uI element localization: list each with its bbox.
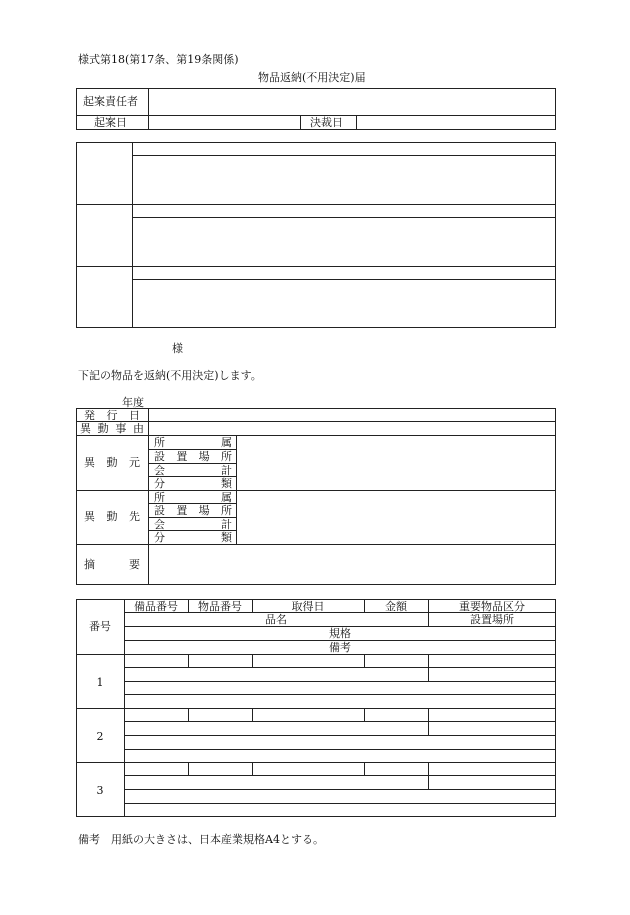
spec-header: 規格 (329, 627, 351, 640)
remarks-header: 備考 (329, 641, 351, 654)
footer-note: 備考 用紙の大きさは、日本産業規格A4とする。 (78, 833, 324, 846)
dest-affiliation-label: 所 属 (154, 491, 232, 504)
dest-accounting-label: 会 計 (154, 518, 232, 531)
item-no-header: 物品番号 (198, 600, 242, 613)
summary-label: 摘 要 (84, 558, 140, 571)
draft-date-label: 起案日 (94, 116, 127, 129)
responsible-label: 起案責任者 (83, 95, 138, 108)
source-category-label: 分 類 (154, 477, 232, 490)
issue-date-label: 発 行 日 (84, 409, 140, 422)
source-label: 異 動 元 (84, 456, 140, 469)
fiscal-year-label: 年度 (122, 396, 144, 409)
dest-category-label: 分 類 (154, 531, 232, 544)
acquired-date-header: 取得日 (291, 600, 325, 613)
row-number: 2 (96, 730, 104, 743)
equipment-no-header: 備品番号 (134, 600, 178, 613)
important-class-header: 重要物品区分 (459, 600, 525, 613)
source-location-label: 設 置 場 所 (154, 450, 232, 463)
statement: 下記の物品を返納(不用決定)します。 (78, 369, 262, 382)
form-title: 物品返納(不用決定)届 (258, 71, 366, 84)
source-accounting-label: 会 計 (154, 464, 232, 477)
source-affiliation-label: 所 属 (154, 436, 232, 449)
row-number: 1 (96, 676, 104, 689)
reason-label: 異 動 事 由 (80, 422, 144, 435)
destination-label: 異 動 先 (84, 510, 140, 523)
dest-location-label: 設 置 場 所 (154, 504, 232, 517)
decision-date-label: 決裁日 (310, 116, 343, 129)
amount-header: 金額 (385, 600, 407, 613)
form-number: 様式第18(第17条、第19条関係) (78, 53, 239, 66)
number-header: 番号 (89, 620, 111, 633)
row-number: 3 (96, 784, 104, 797)
addressee-suffix: 様 (172, 342, 183, 355)
location-header: 設置場所 (470, 613, 514, 626)
name-header: 品名 (265, 613, 287, 626)
